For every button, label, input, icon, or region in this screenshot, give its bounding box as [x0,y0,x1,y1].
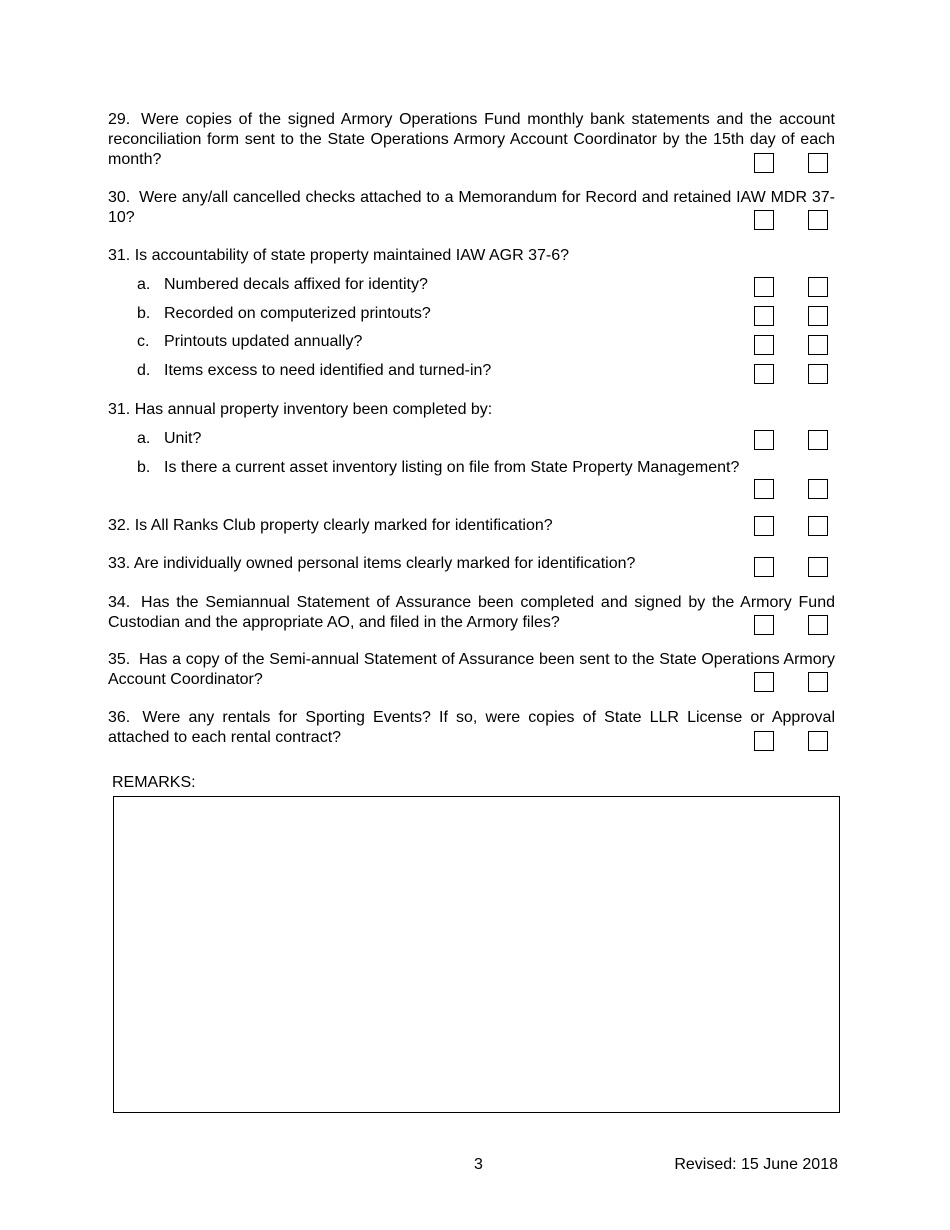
q30-yes-checkbox[interactable] [754,210,774,230]
q32-no-checkbox[interactable] [808,516,828,536]
question-number: 31. [108,247,131,264]
remarks-label: REMARKS: [112,774,196,791]
sub-item-text: Items excess to need identified and turned-in? [164,362,492,379]
q31a-b-yes-checkbox[interactable] [754,306,774,326]
question-number: 36. [108,709,131,726]
q35-no-checkbox[interactable] [808,672,828,692]
q36-yes-checkbox[interactable] [754,731,774,751]
question-text: Were any rentals for Sporting Events? If so, were copies of State LLR License or Approval attached to each rental contract? [108,709,836,746]
question-number: 35. [108,651,131,668]
sub-item-letter: d. [137,362,151,379]
question-36 [108,708,835,748]
revision-date: Revised: 15 June 2018 [674,1156,838,1173]
remarks-textbox[interactable] [113,796,840,1113]
q31a-c-no-checkbox[interactable] [808,335,828,355]
q35-yes-checkbox[interactable] [754,672,774,692]
q31b-b-yes-checkbox[interactable] [754,479,774,499]
question-text: Are individually owned personal items clearly marked for identification? [133,555,636,572]
question-number: 30. [108,189,131,206]
question-31-accountability [108,246,569,266]
q31b-a-no-checkbox[interactable] [808,430,828,450]
sub-item-letter: b. [137,459,151,476]
question-35 [108,650,835,690]
q32-yes-checkbox[interactable] [754,516,774,536]
q31a-a-no-checkbox[interactable] [808,277,828,297]
question-text: Were any/all cancelled checks attached to a Memorandum for Record and retained IAW MDR 37-10? [108,189,835,226]
q33-yes-checkbox[interactable] [754,557,774,577]
question-number: 31. [108,401,131,418]
q31b-b-no-checkbox[interactable] [808,479,828,499]
question-33 [108,554,635,574]
q30-no-checkbox[interactable] [808,210,828,230]
question-31-inventory [108,400,492,420]
q33-no-checkbox[interactable] [808,557,828,577]
question-text: Has annual property inventory been completed by: [134,401,493,418]
q34-yes-checkbox[interactable] [754,615,774,635]
q29-no-checkbox[interactable] [808,153,828,173]
question-30 [108,188,835,228]
q31a-a-yes-checkbox[interactable] [754,277,774,297]
question-text: Were copies of the signed Armory Operations Fund monthly bank statements and the account reconciliation form sent to the State Operations Armory Account Coordinator by the 15th day of each month? [108,111,835,168]
question-text: Has the Semiannual Statement of Assurance been completed and signed by the Armory Fund Custodian and the appropriate AO, and filed in the Armory files? [108,594,835,631]
question-number: 32. [108,517,131,534]
question-number: 29. [108,111,131,128]
question-29 [108,110,835,170]
question-text: Is accountability of state property maintained IAW AGR 37-6? [134,247,569,264]
sub-item-letter: a. [137,276,151,293]
q29-yes-checkbox[interactable] [754,153,774,173]
q36-no-checkbox[interactable] [808,731,828,751]
question-number: 34. [108,594,131,611]
q34-no-checkbox[interactable] [808,615,828,635]
page-number: 3 [474,1156,483,1173]
sub-item-letter: b. [137,305,151,322]
sub-item-letter: a. [137,430,151,447]
q31a-b-no-checkbox[interactable] [808,306,828,326]
sub-item-text: Is there a current asset inventory listing on file from State Property Management? [164,459,740,476]
question-text: Has a copy of the Semi-annual Statement of Assurance been sent to the State Operations Armory Account Coordinator? [108,651,835,688]
sub-item-text: Unit? [164,430,202,447]
sub-item-text: Numbered decals affixed for identity? [164,276,428,293]
q31b-a-yes-checkbox[interactable] [754,430,774,450]
q31a-c-yes-checkbox[interactable] [754,335,774,355]
question-number: 33. [108,555,131,572]
q31a-d-no-checkbox[interactable] [808,364,828,384]
q31a-d-yes-checkbox[interactable] [754,364,774,384]
question-34 [108,593,835,633]
sub-item-letter: c. [137,333,150,350]
question-text: Is All Ranks Club property clearly marked for identification? [134,517,553,534]
sub-item-text: Printouts updated annually? [164,333,363,350]
sub-item-text: Recorded on computerized printouts? [164,305,431,322]
question-32 [108,516,553,536]
